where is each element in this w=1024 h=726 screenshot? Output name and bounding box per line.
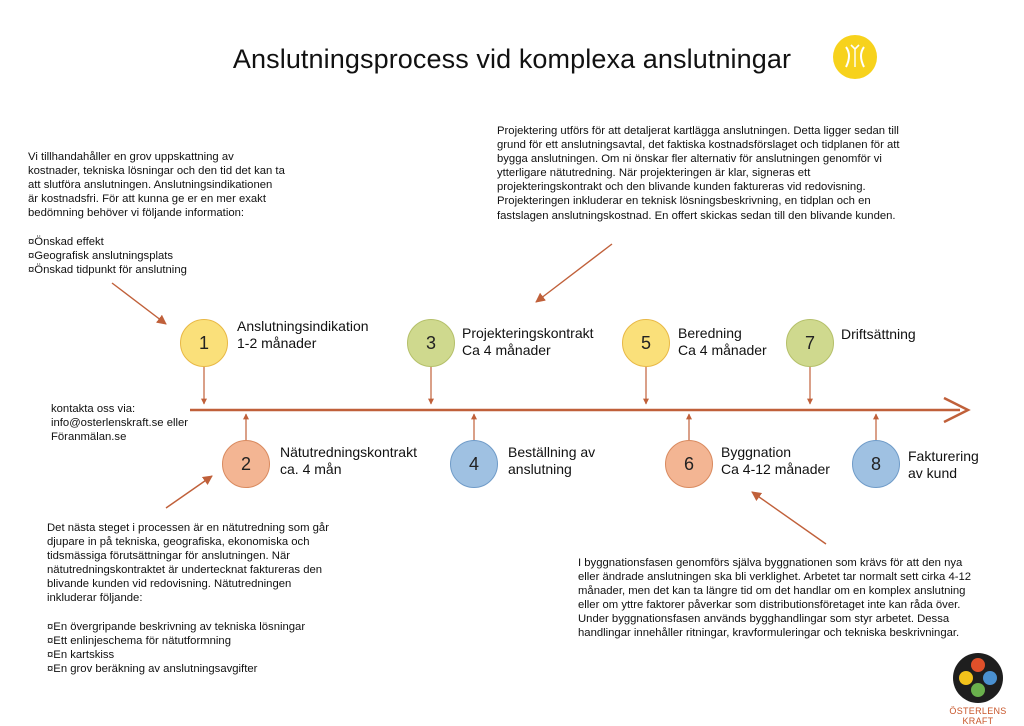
description-step-1: Vi tillhandahåller en grov uppskattning av kostnader, tekniska lösningar och den tid det kan ta att slutföra anslutningen. Anslutningsindikationen är kostnadsfri. För att kunna ge er en mer exakt bedömning behöver vi följande information: ¤Önskad effekt ¤Geografisk anslutningsplats ¤Önskad tidpunkt för anslutning — [28, 151, 285, 276]
step-8-circle: 8 — [852, 440, 900, 488]
description-step-2: Det nästa steget i processen är en nätutredning som går djupare in på tekniska, geografiska, ekonomiska och tidsmässiga förutsättningar för anslutningen. När nätutredningskontraktet är undertecknat faktureras den blivande kunden vid redovisning. Nätutredningen inkluderar följande: ¤En övergripande beskrivning av tekniska lösningar ¤Ett enlinjeschema för nätutformning ¤En kartskiss ¤En grov beräkning av anslutningsavgifter — [47, 522, 329, 675]
step-5-circle: 5 — [622, 319, 670, 367]
step-3-circle: 3 — [407, 319, 455, 367]
step-6-circle: 6 — [665, 440, 713, 488]
step-8-label: Fakturering av kund — [908, 448, 979, 481]
page-title: Anslutningsprocess vid komplexa anslutningar — [232, 44, 792, 74]
callout-arrow-3 — [536, 244, 612, 302]
description-step-6: I byggnationsfasen genomförs själva byggnationen som krävs för att den nya eller ändrade anslutningen ska bli verklighet. Arbetet tar normalt sett cirka 4-12 månader, men det kan ta längre tid om det handlar om en komplex anslutning eller om yttre faktorer påverkar som distributionsföretaget inte kan råda över. Under byggnationsfasen används bygghandlingar som styr arbetet. Dessa handlingar innehåller ritningar, kravformuleringar och tekniska beskrivningar. — [578, 557, 972, 640]
step-1-label: Anslutningsindikation 1-2 månader — [237, 318, 369, 351]
step-7-circle: 7 — [786, 319, 834, 367]
callout-arrow-2 — [166, 476, 212, 508]
contact-info: kontakta oss via: info@osterlenskraft.se eller Föranmälan.se — [51, 403, 189, 443]
brand-name: ÖSTERLENS KRAFT — [949, 706, 1007, 726]
callout-arrow-1 — [112, 283, 166, 324]
step-5-label: Beredning Ca 4 månader — [678, 325, 767, 358]
osterlens-kraft-logo-icon — [952, 652, 1004, 704]
step-6-label: Byggnation Ca 4-12 månader — [721, 444, 830, 477]
callout-arrow-6 — [752, 492, 826, 544]
step-1-circle: 1 — [180, 319, 228, 367]
description-step-3: Projektering utförs för att detaljerat kartlägga anslutningen. Detta ligger sedan till grund för ett anslutningsavtal, det faktiska kostnadsförslaget och tidplanen för att bygga anslutningen. Om ni önskar fler alternativ för anslutningen genomför vi ytterligare nätutredning. När projekteringen är klar, signeras ett projekteringskontrakt och den blivande kunden faktureras vid redovisning. Projekteringen inkluderar en teknisk lösningsbeskrivning, en tidplan och en fastslagen anslutningskostnad. En offert skickas sedan till den blivande kunden. — [497, 125, 900, 222]
step-2-circle: 2 — [222, 440, 270, 488]
step-4-label: Beställning av anslutning — [508, 444, 596, 477]
step-4-circle: 4 — [450, 440, 498, 488]
step-2-label: Nätutredningskontrakt ca. 4 mån — [280, 444, 417, 477]
step-7-label: Driftsättning — [841, 326, 916, 342]
step-3-label: Projekteringskontrakt Ca 4 månader — [462, 325, 594, 358]
